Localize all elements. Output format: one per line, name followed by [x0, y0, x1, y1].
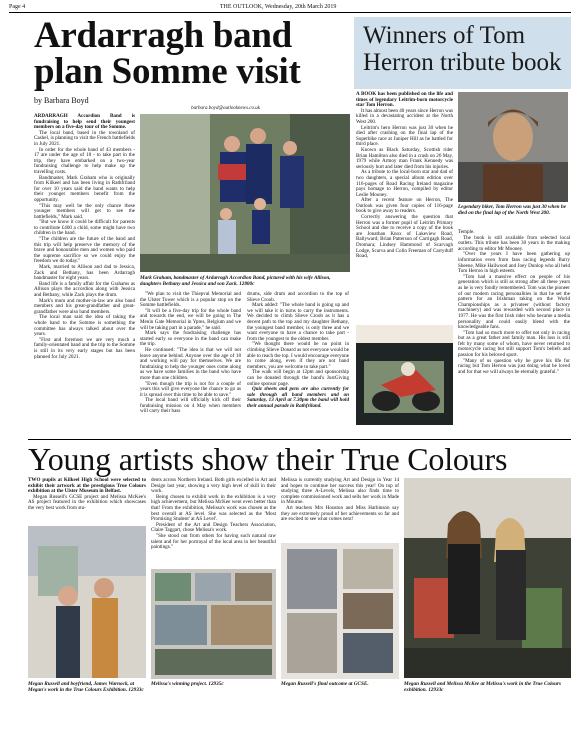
- gcse-outcome-caption: Megan Russell's final outcome at GCSE.: [281, 681, 369, 687]
- band-photo-caption: Mark Graham, bandmaster of Ardarragh Accordion Band, pictured with his wife Allison, daughters Bethany and Jessica and son Zack. 12800c: [140, 275, 331, 287]
- artists-column-1: [28, 478, 146, 512]
- paragraph: Mark, married to Allison and dad to Jessica, Zack and Bethany, has been Ardarragh bandmaster for eight years.: [34, 264, 135, 282]
- gcse-outcome-photo: [281, 543, 399, 679]
- artists-column-3: [281, 478, 399, 523]
- megan-james-caption: Megan Russell and boyfriend, James Warnock, at Megan's work in the True Colours Exhibition. 12933c: [28, 681, 144, 693]
- megan-melissa-photo: [404, 478, 571, 678]
- megan-james-photo: [28, 526, 146, 678]
- artists-headline: Young artists show their True Colours: [28, 441, 508, 477]
- paragraph: "Tom had a massive effect on people of his generation which is still as strong after all these years as he is very fondly remembered. Tom was the pioneer of our modern racing personalities in that he set the pattern for an Irishman taking on the World Championships as a privateer (without factory machinery) and was rewarded with second place in 1977. He was the first Irish rider who became a media personality and could easily blend with the knowledgeable fans.: [458, 273, 570, 331]
- page-number: Page 4: [9, 4, 26, 10]
- paragraph: "We plan to visit the Thiepval Memorial and the Ulster Tower which is a popular stop on the Somme battlefields.: [140, 291, 241, 309]
- paragraph: After a recent feature on Herron, The Outlook was given four copies of 116-page book to give away to readers.: [356, 197, 453, 215]
- band-column-2: [140, 292, 241, 415]
- band-photo: [140, 114, 350, 272]
- page-header: [9, 4, 571, 10]
- paragraph: Mark's mum and mother-in-law are also band members and his great-grandfather and great-grandfather were also band members.: [34, 297, 135, 315]
- paragraph: Known as Black Saturday, Scottish rider Brian Hamilton also died in a crash on 26 May, 1979 while Armoy man Frank Kennedy was seriously hurt and later died from his injuries.: [356, 146, 453, 170]
- band-column-1: [34, 114, 135, 360]
- paragraph: "Tom had so much more to offer not only in racing but as a great father and family man. His loss is still felt by many some of whom, have never returned to motorcycle racing but still support Tom's beliefs and passion for his beloved sport.: [458, 329, 570, 359]
- artists-intro: TWO pupils at Kilkeel High School were selected to exhibit their artwork at the prestigious True Colours exhibition at the Ulster Museum in Belfast.: [28, 477, 146, 495]
- paragraph: "We thought there would be no point in climbing Slieve Donard as not everyone would be able to reach the top. I would encourage everyone to come along, even if they are not band members, you are welcome to take part.": [247, 341, 349, 370]
- paragraph: It has almost been 40 years since Herron was killed in a devastating accident at the North West 200.: [356, 107, 453, 125]
- herron-caption: Legendary biker, Tom Herron was just 30 when he died on the final lap of the North West 200.: [458, 204, 567, 216]
- paragraph: As a tribute to the local-born star and dad of two daughters, a special album edition over 116-pages of Road Racing Ireland magazine pays homage to Herron, compiled by editor Leslie Mooney.: [356, 169, 453, 198]
- paragraph: Leitrim's hero Herron was just 30 when he died after crashing on the final lap of the Superbike race at Juniper Hill as he battled for third place.: [356, 124, 453, 148]
- artists-column-2: [151, 478, 276, 551]
- paragraph: The walk will begin at 12pm and sponsorship can be donated through the band's JustGiving online sponsor page.: [247, 369, 349, 387]
- paragraph: The local man said the idea of taking the whole band to the Somme is something the committee has always talked about over the years.: [34, 314, 135, 338]
- paragraph: Melissa is currently studying Art and Design in Year 14 and hopes to continue her success this year! On top of studying three A-Levels, Melissa also finds time to complete commissioned work and sells her work in Made in Mourne.: [281, 477, 399, 506]
- paragraph: "First and foremost we are very much a family-orientated band and the trip to the Somme is still in its very early stages but has been planned for July 2021.: [34, 336, 135, 360]
- paragraph: In order for the whole band of 43 members - 17 are under the age of 18 - to take part in the trip, they have embarked on a two-year fundraising challenge to help make up the travelling costs.: [34, 146, 135, 175]
- sidebar-title: Winners of Tom Herron tribute book: [363, 22, 562, 76]
- winning-project-photo: [151, 569, 276, 679]
- paragraph: dents across Northern Ireland. Both girls excelled in Art and Design last year, showing a very high level of skill in their work.: [151, 477, 276, 495]
- header-rule: [9, 12, 571, 13]
- byline: by Barbara Boyd: [34, 96, 89, 105]
- paragraph: "She stood out from others for having such natural raw talent and for her portrayal of the local area in her beautiful paintings.": [151, 532, 276, 551]
- paragraph: Being chosen to exhibit work in the exhibition is a very high achievement, but Melissa McKee went even better than that! From the exhibition, Melissa's work was chosen as the best overall at AS level. She was selected as the 'Most Promising Student' at AS Level'.: [151, 493, 276, 523]
- megan-melissa-caption: Megan Russell and Melissa McKee at Melissa's work in the True Colours exhibition. 12933c: [404, 681, 562, 693]
- publication-line: THE OUTLOOK, Wednesday, 20th March 2019: [219, 4, 337, 10]
- sidebar-column-2: [458, 230, 570, 375]
- paragraph: drums, side drum and accordion to the top of Slieve Croob.: [247, 291, 349, 303]
- paragraph: "It will be a five-day trip for the whole band and towards the end, we will be going to The Menin Gate Memorial in Ypres, Belgium and we will be taking part in a parade," he said.: [140, 307, 241, 331]
- paragraph: Mark added: "The whole band is going up and we will take it in turns to carry the instruments. We decided to climb Slieve Croob as it has a decent path to the top and my daughter Bethany, the youngest band member, is only three and we want everyone to have a chance to take part - from the youngest to the oldest member.: [247, 302, 349, 342]
- paragraph: Megan Russell's GCSE project and Melissa McKee's AS project featured in the exhibition which showcases the very best work from stu-: [28, 493, 146, 511]
- paragraph: "Even though the trip is not for a couple of years this will give everyone the chance to go as it is spread over this time to be able to save.": [140, 380, 241, 398]
- sidebar-intro: A BOOK has been published on the life and times of legendary Leitrim-born motorcycle star Tom Herron.: [356, 91, 453, 109]
- paragraph: Band life is a family affair for the Grahams as Allison plays the accordion along with Jessica and Bethany, while Zack plays the drum.: [34, 280, 135, 298]
- paragraph: The local band will officially kick off their fundraising mission on 4 May when members will carry their bass: [140, 397, 241, 415]
- herron-portrait: [458, 92, 568, 202]
- paragraph: He continued: "The idea is that we will not leave anyone behind. Anyone over the age of 18 and working will pay for themselves. We are fundraising to help the younger ones come along as we have some families in the band who have more than one children.: [140, 346, 241, 381]
- paragraph: President of the Art and Design Teachers Association, Claire Taggart, chose Melissa's work.: [151, 521, 276, 534]
- band-intro: ARDARRAGH Accordion Band is fundraising to help send their youngest members on a five-day tour of the Somme.: [34, 113, 135, 131]
- paragraph: Correctly answering the question that Herron was a former pupil of Leitrim Primary School and due to receive a copy of the book are Jonathan Knox of Lakeview Road, Ballyward; Brian Patterson of Carrigagh Road, Dromara; Lindsey Hammond of Scarvagh Lodge, Scarva and Colin Freeman of Carryduff Road,: [356, 214, 453, 260]
- paragraph: Bandmaster, Mark Graham who is originally from Kilkeel and has been living in Rathfriland for over 10 years said the band wants to help their younger members benefit from the opportunity.: [34, 174, 135, 203]
- winning-project-caption: Melissa's winning project. 12935c: [151, 681, 224, 687]
- paragraph: The book is still available from selected local outlets. This tribute has been 30 years in the making according to editor Mr Mooney.: [458, 234, 570, 252]
- paragraph: "The children are the future of the band and this trip will help preserve the memory of the brave and honourable men and women who paid the supreme sacrifice so we could enjoy the freedom we do today.": [34, 236, 135, 265]
- book-cover: [356, 325, 453, 425]
- paragraph: Mark says the fundraising challenge has started early so everyone in the band can make the trip.: [140, 330, 241, 348]
- paragraph: "Many of us question why he gave his life for racing but Tom Herron was just doing what he loved and for that we will always be eternally grateful.": [458, 357, 570, 375]
- byline-email: barbara.boyd@outlooknews.co.uk: [191, 106, 260, 111]
- paragraph: "This may well be the only chance these younger members will get to see the battlefields," Mark said.: [34, 202, 135, 220]
- band-headline: Ardarragh band plan Somme visit: [34, 15, 301, 92]
- paragraph: "Over the years I have been gathering up information even from fans racing legends Barry Sheene, Mike Hailwood and Joey Dunlop who all held Tom Herron in high esteem.: [458, 251, 570, 275]
- paragraph: Art teachers Mrs Houston and Miss Harbinson say they are extremely proud of her achievements so far and are excited to see what comes next!: [281, 504, 399, 523]
- paragraph: Temple.: [458, 229, 475, 235]
- quiz-note: Quiz sheets and pens are also currently for sale through all band members and on Saturday, 13 April at 7.30pm the band will hold their annual parade in Rathfriland.: [247, 386, 349, 409]
- section-rule: [28, 439, 571, 440]
- paragraph: "But we know it could be difficult for parents to contribute £400 a child, some might have two children in the band.: [34, 219, 135, 237]
- paragraph: The local band, based in the townland of Cashel, is planning to visit the French battlefields in July 2021.: [34, 129, 136, 147]
- band-column-3: [247, 292, 349, 409]
- sidebar-column-1: [356, 92, 453, 260]
